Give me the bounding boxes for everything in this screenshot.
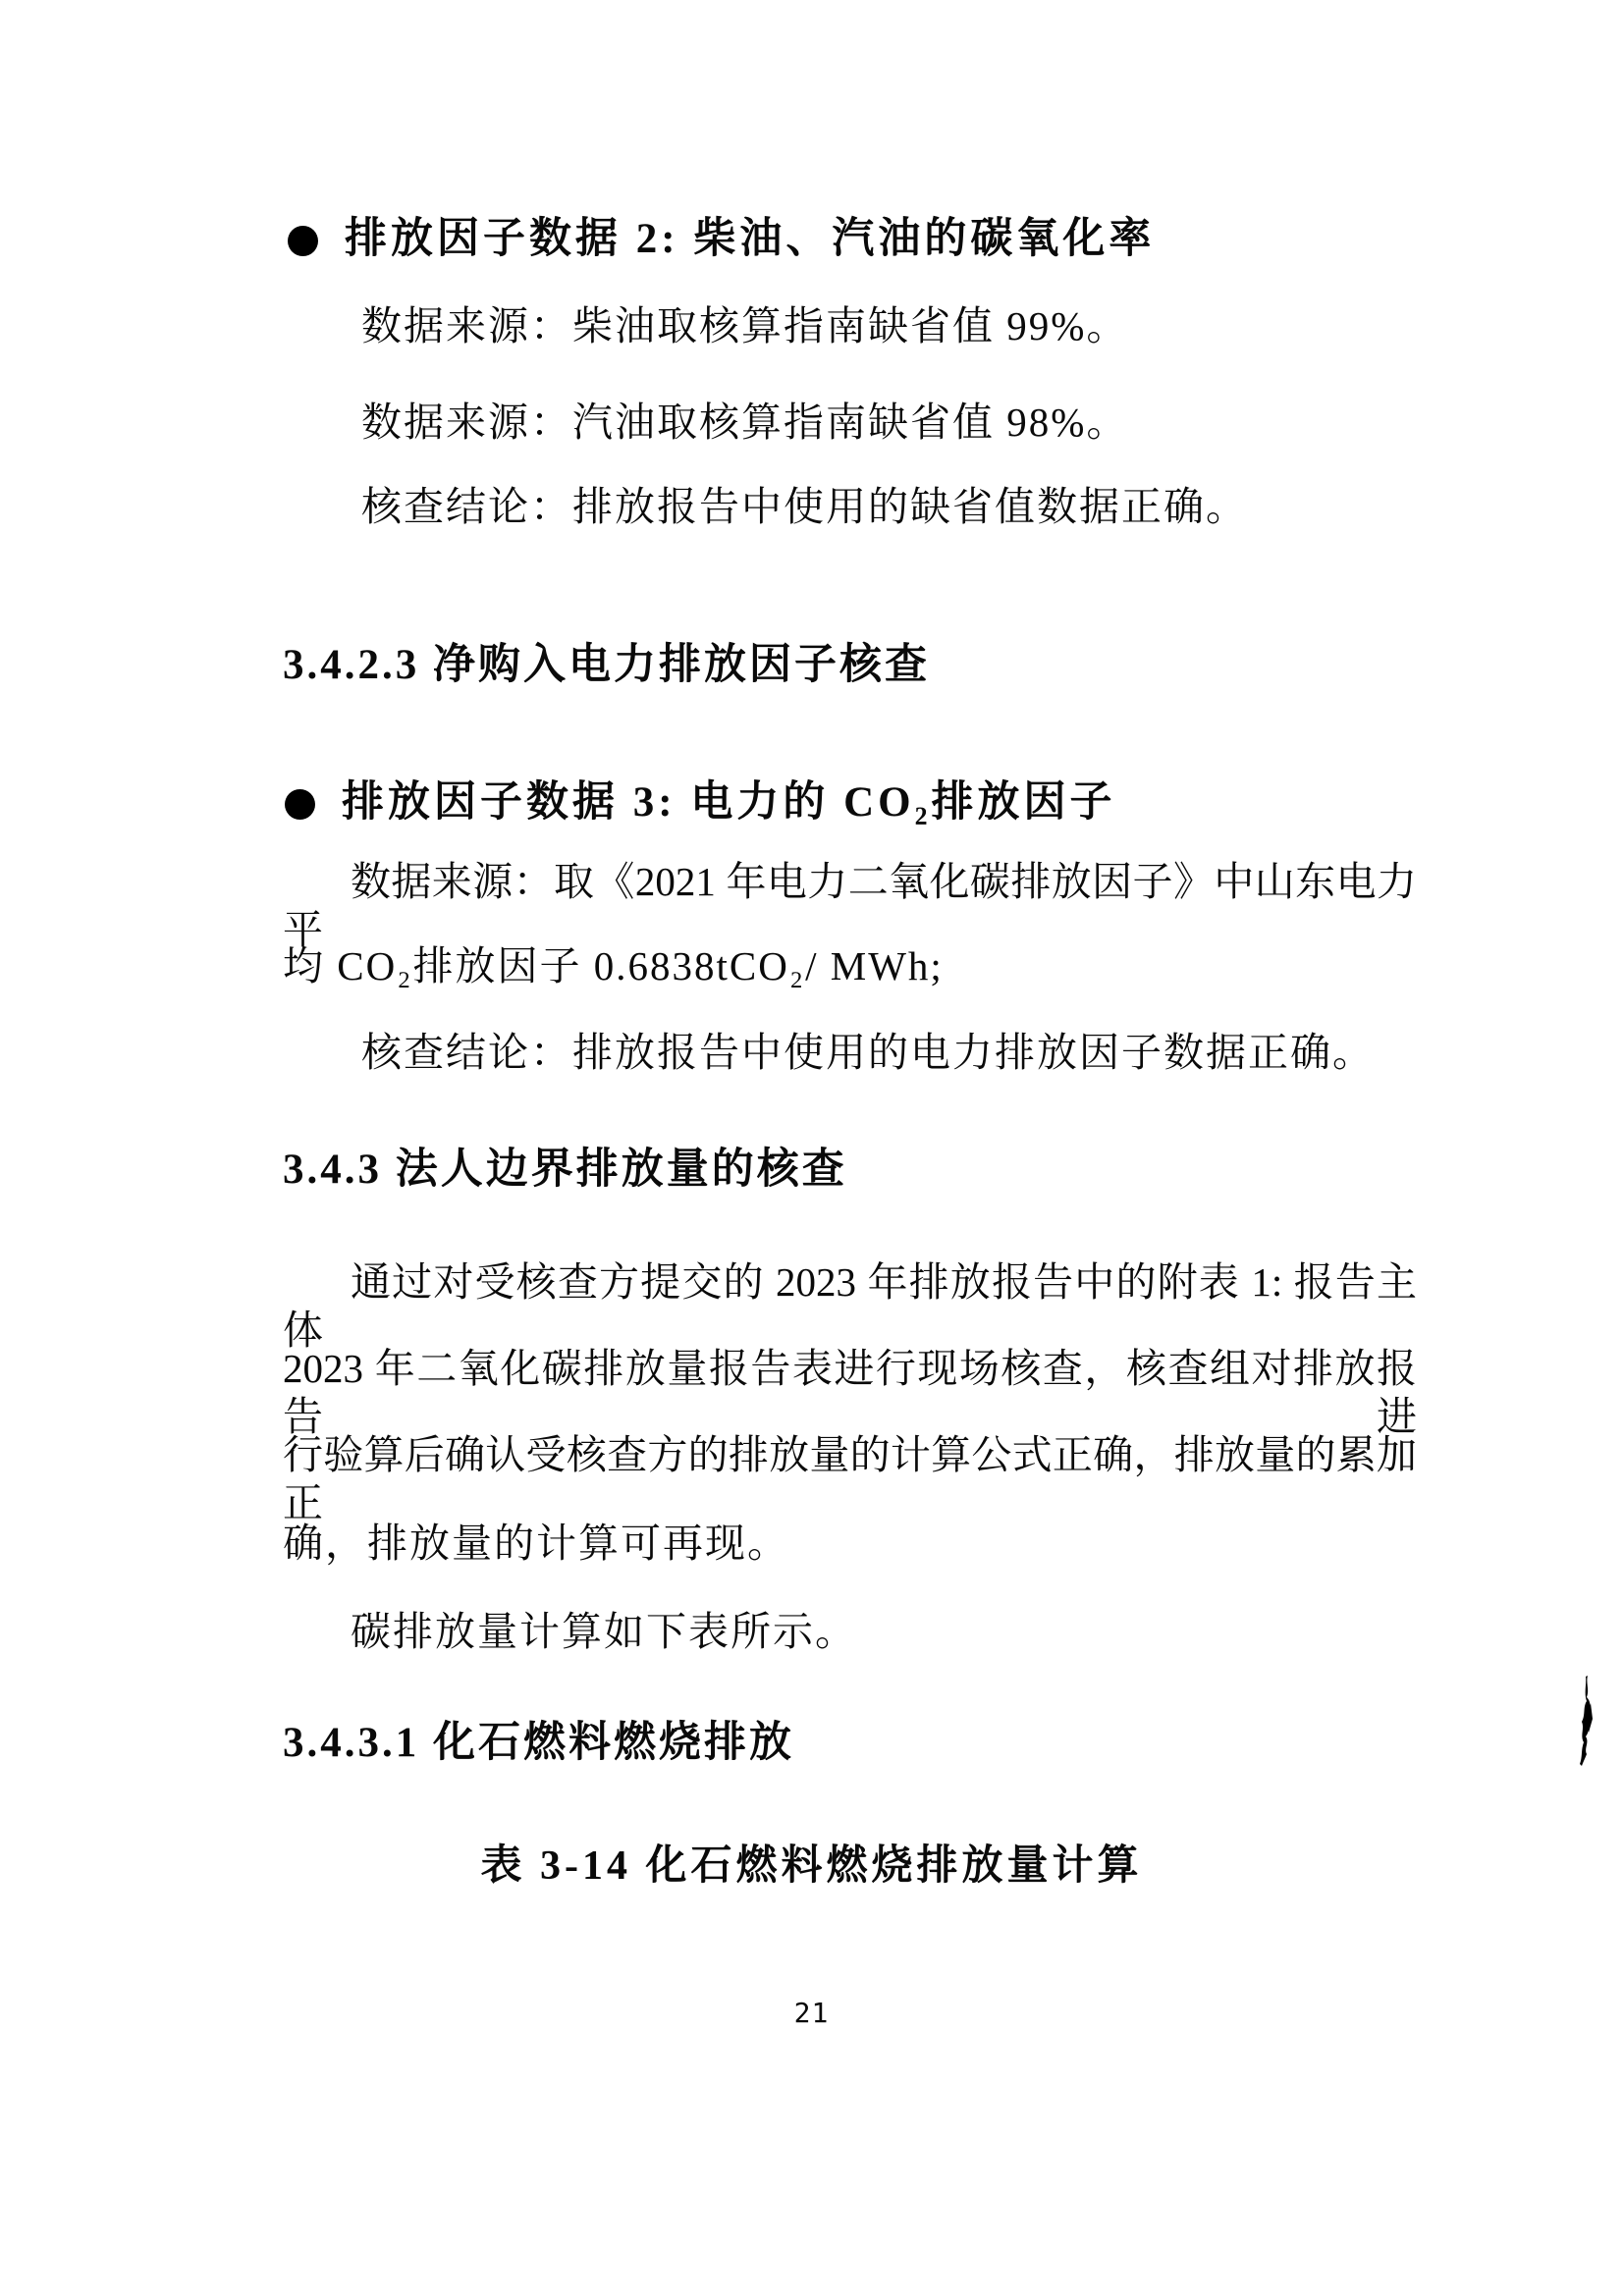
bullet-item-title: 排放因子数据 2: 柴油、汽油的碳氧化率	[345, 216, 1156, 262]
paragraph-line-3: 行验算后确认受核查方的排放量的计算公式正确，排放量的累加正	[283, 1432, 1417, 1526]
body-line-electricity-source: 数据来源：取《2021 年电力二氧化碳排放因子》中山东电力平	[283, 859, 1417, 953]
body-line-data-source-gasoline: 数据来源：汽油取核算指南缺省值 98%。	[361, 400, 1129, 445]
section-heading-3-4-2-3: 3.4.2.3 净购入电力排放因子核查	[283, 642, 930, 688]
paragraph-line-4: 确，排放量的计算可再现。	[283, 1521, 789, 1566]
body-line-data-source-diesel: 数据来源：柴油取核算指南缺省值 99%。	[361, 303, 1129, 348]
body-line-verification-conclusion-1: 核查结论：排放报告中使用的缺省值数据正确。	[361, 484, 1248, 529]
body-line-verification-conclusion-2: 核查结论：排放报告中使用的电力排放因子数据正确。	[361, 1030, 1375, 1075]
body-line-table-note: 碳排放量计算如下表所示。	[351, 1609, 857, 1654]
page-number: 21	[793, 1997, 830, 2029]
bullet-dot-icon	[288, 226, 318, 256]
body-line-electricity-factor-value: 均 CO₂排放因子 0.6838tCO₂/ MWh;	[283, 943, 944, 988]
section-heading-3-4-3-1: 3.4.3.1 化石燃料燃烧排放	[283, 1720, 794, 1766]
paragraph-line-2: 2023 年二氧化碳排放量报告表进行现场核查，核查组对排放报告进	[283, 1346, 1417, 1440]
bullet-item-emission-factor-2	[288, 214, 1155, 265]
table-caption-3-14: 表 3-14 化石燃料燃烧排放量计算	[480, 1843, 1143, 1889]
paragraph-line-1: 通过对受核查方提交的 2023 年排放报告中的附表 1: 报告主体	[283, 1259, 1417, 1354]
scan-artifact-mark	[1571, 1674, 1600, 1767]
bullet-item-emission-factor-3	[285, 777, 1115, 828]
bullet-dot-icon	[285, 789, 315, 820]
bullet-item-title: 排放因子数据 3: 电力的 CO₂排放因子	[342, 779, 1116, 826]
section-heading-3-4-3: 3.4.3 法人边界排放量的核查	[283, 1147, 847, 1193]
